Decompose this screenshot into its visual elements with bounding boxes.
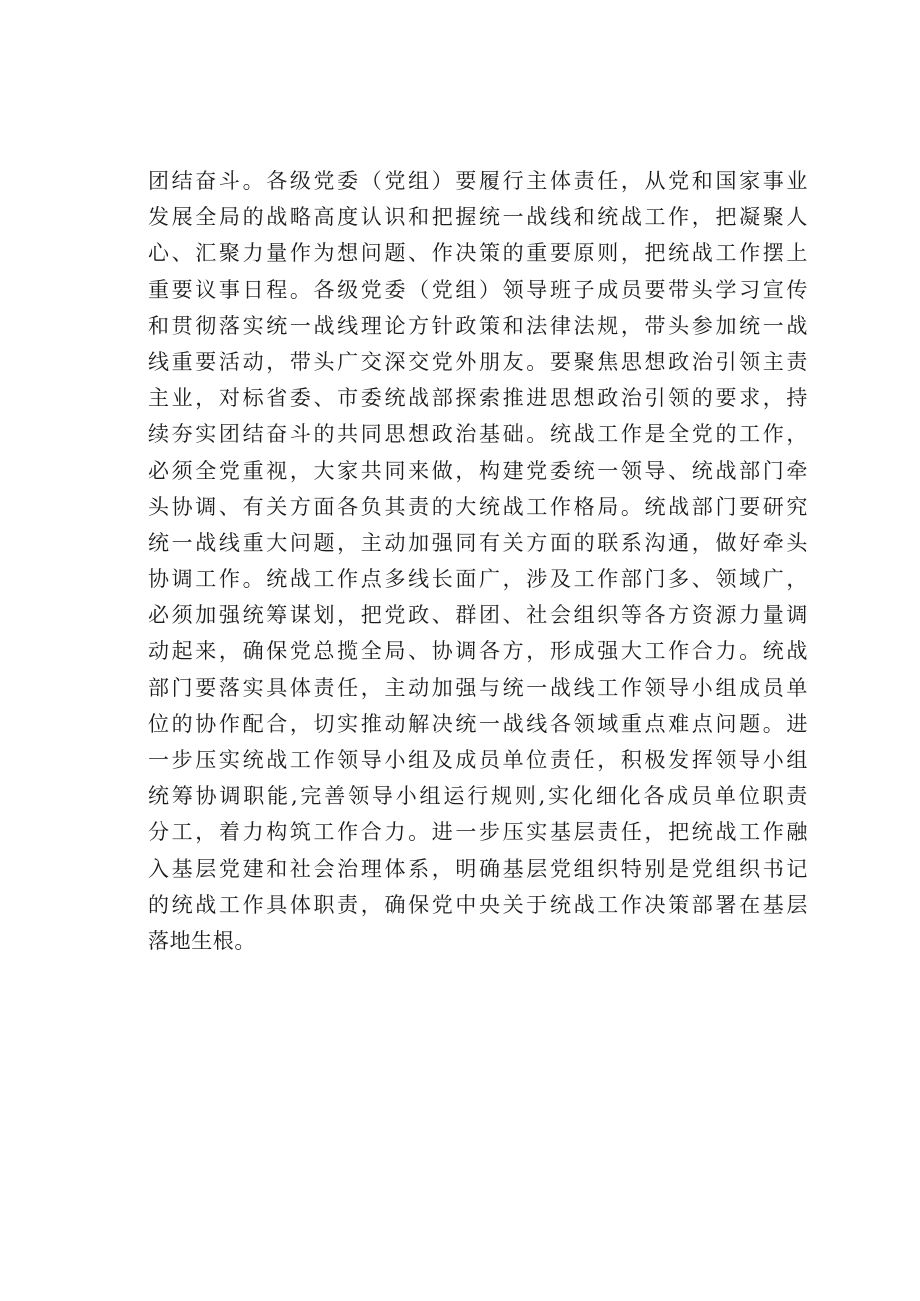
text-line: 重要议事日程。各级党委（党组）领导班子成员要带头学习宣传	[148, 277, 808, 302]
text-line: 落地生根。	[148, 928, 256, 953]
text-line: 团结奋斗。各级党委（党组）要履行主体责任，从党和国家事业	[148, 169, 808, 193]
text-line: 协调工作。统战工作点多线长面广，涉及工作部门多、领域广，	[148, 567, 808, 592]
text-line: 发展全局的战略高度认识和把握统一战线和统战工作，把凝聚人	[148, 205, 808, 230]
text-line: 心、汇聚力量作为想问题、作决策的重要原则，把统战工作摆上	[148, 241, 808, 266]
text-line: 动起来，确保党总揽全局、协调各方，形成强大工作合力。统战	[148, 639, 808, 664]
text-line: 一步压实统战工作领导小组及成员单位责任，积极发挥领导小组	[148, 748, 808, 772]
text-line: 头协调、有关方面各负其责的大统战工作格局。统战部门要研究	[148, 494, 808, 519]
text-line: 和贯彻落实统一战线理论方针政策和法律法规，带头参加统一战	[148, 313, 808, 338]
text-line: 统一战线重大问题，主动加强同有关方面的联系沟通，做好牵头	[148, 530, 808, 555]
text-line: 统筹协调职能,完善领导小组运行规则,实化细化各成员单位职责	[148, 784, 808, 809]
text-line: 分工，着力构筑工作合力。进一步压实基层责任，把统战工作融	[148, 820, 808, 845]
text-line: 主业，对标省委、市委统战部探索推进思想政治引领的要求，持	[148, 386, 808, 411]
text-line: 的统战工作具体职责，确保党中央关于统战工作决策部署在基层	[148, 892, 808, 917]
text-line: 部门要落实具体责任，主动加强与统一战线工作领导小组成员单	[148, 675, 808, 700]
body-paragraph	[148, 163, 808, 959]
text-line: 入基层党建和社会治理体系，明确基层党组织特别是党组织书记	[148, 856, 808, 881]
text-line: 线重要活动，带头广交深交党外朋友。要聚焦思想政治引领主责	[148, 349, 808, 374]
text-line: 续夯实团结奋斗的共同思想政治基础。统战工作是全党的工作，	[148, 422, 808, 447]
text-line: 必须全党重视，大家共同来做，构建党委统一领导、统战部门牵	[148, 458, 808, 483]
text-line: 位的协作配合，切实推动解决统一战线各领域重点难点问题。进	[148, 711, 808, 736]
text-line: 必须加强统筹谋划，把党政、群团、社会组织等各方资源力量调	[148, 603, 808, 628]
